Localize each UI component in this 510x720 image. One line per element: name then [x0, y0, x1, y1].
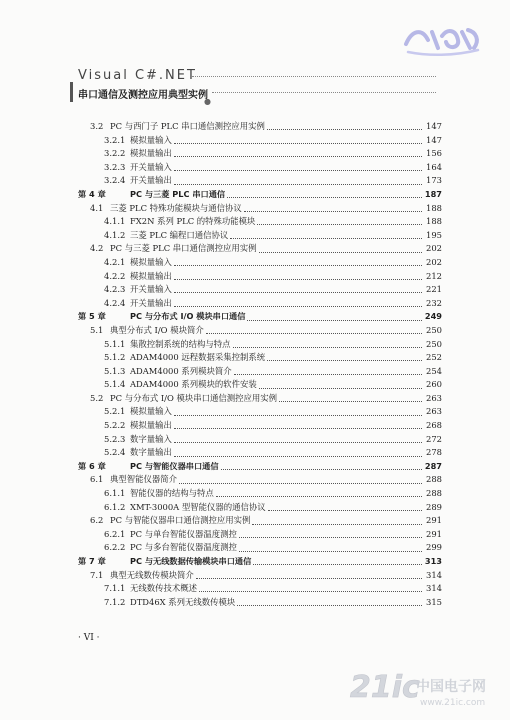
toc-entry[interactable] [78, 270, 442, 284]
series-title-cn: 串口通信及测控应用典型实例 [78, 90, 208, 101]
toc-title: DTD46X 系列无线数传模块 [130, 596, 236, 607]
toc-title: PC 与无线数据传输模块串口通信 [130, 556, 252, 566]
toc-number: 5.2.2 [104, 420, 126, 431]
toc-leader-dots [174, 265, 422, 266]
header-rule-top [192, 76, 436, 77]
toc-entry[interactable] [78, 120, 442, 134]
toc-entry[interactable] [78, 582, 442, 596]
toc-number: 3.2.1 [104, 134, 126, 145]
page-folio: · VI · [78, 633, 100, 643]
toc-leader-dots [174, 415, 422, 416]
toc-entry[interactable] [78, 338, 442, 352]
toc-page-number: 314 [426, 583, 442, 594]
toc-entry[interactable] [78, 297, 442, 311]
watermark-url: www.21ic.com [420, 698, 486, 708]
toc-leader-dots [267, 129, 422, 130]
toc-entry[interactable] [78, 147, 442, 161]
toc-page-number: 291 [426, 515, 442, 526]
toc-leader-dots [221, 469, 422, 470]
toc-number: 4.2.4 [104, 297, 126, 308]
toc-number: 5.2.1 [104, 406, 126, 417]
toc-entry[interactable] [78, 365, 442, 379]
toc-number: 4.2.3 [104, 284, 126, 295]
toc-title: PC 与多台智能仪器温度测控 [130, 542, 237, 553]
toc-number: 第 7 章 [78, 556, 106, 566]
toc-page-number: 287 [424, 460, 442, 471]
toc-leader-dots [268, 510, 422, 511]
toc-number: 4.2 [90, 243, 104, 254]
toc-page-number: 212 [426, 270, 442, 281]
toc-title: 数字量输出 [130, 447, 172, 458]
toc-leader-dots [174, 156, 422, 157]
toc-page-number: 314 [426, 569, 442, 580]
toc-entry[interactable] [78, 229, 442, 243]
toc-entry[interactable] [78, 215, 442, 229]
watermark-cn: 中国电子网 [416, 679, 486, 695]
toc-title: PC 与三菱 PLC 串口通信测控应用实例 [110, 243, 257, 254]
toc-title: 开关量输出 [130, 297, 172, 308]
toc-title: 模拟量输入 [130, 256, 172, 267]
toc-title: 模拟量输出 [130, 270, 172, 281]
toc-page-number: 288 [426, 488, 442, 499]
toc-number: 6.2 [90, 515, 104, 526]
toc-entry[interactable] [78, 528, 442, 542]
toc-page-number: 278 [426, 447, 442, 458]
toc-leader-dots [279, 401, 422, 402]
toc-title: 模拟量输入 [130, 134, 172, 145]
toc-page-number: 195 [426, 229, 442, 240]
toc-entry[interactable] [78, 378, 442, 392]
toc-leader-dots [239, 551, 422, 552]
toc-title: 三菱 PLC 编程口通信协议 [130, 229, 229, 240]
toc-title: PC 与分布式 I/O 模块串口通信 [130, 311, 246, 322]
toc-entry[interactable] [78, 351, 442, 365]
toc-leader-dots [247, 320, 422, 321]
toc-entry[interactable] [78, 283, 442, 297]
toc-title: 集散控制系统的结构与特点 [130, 338, 231, 349]
toc-title: 典型智能仪器简介 [110, 474, 177, 485]
toc-page-number: 299 [426, 542, 442, 553]
toc-title: PC 与智能仪器串口通信测控应用实例 [110, 515, 251, 526]
toc-title: 数字量输入 [130, 433, 172, 444]
toc-entry[interactable] [78, 433, 442, 447]
toc-entry[interactable] [78, 501, 442, 515]
toc-entry[interactable] [78, 569, 442, 583]
table-of-contents [78, 120, 442, 609]
toc-leader-dots [259, 252, 422, 253]
toc-page-number: 188 [426, 216, 442, 227]
toc-title: PC 与智能仪器串口通信 [130, 460, 219, 471]
toc-chapter[interactable] [78, 460, 442, 474]
toc-page-number: 249 [424, 311, 442, 322]
toc-title: FX2N 系列 PLC 的特殊功能模块 [130, 216, 256, 227]
toc-entry[interactable] [78, 514, 442, 528]
toc-number: 4.1 [90, 202, 104, 213]
toc-title: 典型无线数传模块简介 [110, 569, 194, 580]
toc-number: 7.1 [90, 569, 104, 580]
toc-number: 6.1 [90, 474, 104, 485]
toc-leader-dots [174, 442, 422, 443]
watermark-brand: 21ic [350, 670, 420, 705]
toc-chapter[interactable] [78, 555, 442, 569]
toc-leader-dots [234, 374, 422, 375]
toc-page-number: 289 [426, 501, 442, 512]
toc-page-number: 221 [426, 284, 442, 295]
toc-page-number: 250 [426, 324, 442, 335]
toc-entry[interactable] [78, 473, 442, 487]
toc-entry[interactable] [78, 487, 442, 501]
toc-page-number: 232 [426, 297, 442, 308]
toc-page-number: 268 [426, 420, 442, 431]
toc-title: PC 与西门子 PLC 串口通信测控应用实例 [110, 121, 265, 131]
header-bullet: ● [204, 97, 211, 106]
toc-leader-dots [216, 496, 422, 497]
toc-leader-dots [237, 605, 422, 606]
toc-entry[interactable] [78, 541, 442, 555]
toc-chapter[interactable] [78, 310, 442, 324]
toc-leader-dots [174, 170, 422, 171]
toc-title: 模拟量输出 [130, 420, 172, 431]
toc-entry[interactable] [78, 242, 442, 256]
toc-leader-dots [206, 333, 422, 334]
toc-number: 5.1.1 [104, 338, 126, 349]
toc-title: ADAM4000 远程数据采集控制系统 [130, 352, 266, 363]
toc-leader-dots [199, 591, 422, 592]
toc-page-number: 147 [426, 134, 442, 145]
toc-number: 6.2.2 [104, 542, 126, 553]
toc-entry[interactable] [78, 419, 442, 433]
toc-entry[interactable] [78, 392, 442, 406]
toc-number: 6.1.2 [104, 501, 126, 512]
toc-leader-dots [252, 524, 422, 525]
toc-leader-dots [174, 292, 422, 293]
toc-entry[interactable] [78, 134, 442, 148]
toc-number: 3.2.4 [104, 175, 126, 186]
toc-page-number: 202 [426, 256, 442, 267]
toc-number: 4.1.2 [104, 229, 126, 240]
toc-title: 开关量输出 [130, 175, 172, 186]
toc-number: 4.2.1 [104, 256, 126, 267]
toc-number: 4.1.1 [104, 216, 126, 227]
toc-entry[interactable] [78, 596, 442, 610]
toc-title: PC 与单台智能仪器温度测控 [130, 528, 237, 539]
toc-title: ADAM4000 系列模块简介 [130, 365, 232, 376]
toc-number: 6.1.1 [104, 488, 126, 499]
toc-page-number: 254 [426, 365, 442, 376]
toc-entry[interactable] [78, 256, 442, 270]
toc-title: 模拟量输出 [130, 148, 172, 159]
toc-page-number: 288 [426, 474, 442, 485]
toc-leader-dots [233, 347, 423, 348]
toc-leader-dots [174, 428, 422, 429]
toc-entry[interactable] [78, 446, 442, 460]
toc-chapter[interactable] [78, 188, 442, 202]
toc-leader-dots [174, 306, 422, 307]
toc-page-number: 315 [426, 596, 442, 607]
watermark-logo [348, 667, 498, 711]
toc-page-number: 252 [426, 352, 442, 363]
toc-title: PC 与三菱 PLC 串口通信 [130, 188, 226, 199]
toc-title: 模拟量输入 [130, 406, 172, 417]
toc-leader-dots [227, 197, 422, 198]
toc-page-number: 188 [426, 202, 442, 213]
toc-page-number: 260 [426, 379, 442, 390]
toc-number: 5.1 [90, 324, 104, 335]
toc-number: 5.2 [90, 392, 104, 403]
toc-title: 无线数传技术概述 [130, 583, 197, 594]
toc-number: 5.2.4 [104, 447, 126, 458]
toc-page-number: 263 [426, 392, 442, 403]
header-bar [70, 82, 73, 102]
toc-page-number: 313 [424, 556, 442, 566]
toc-leader-dots [196, 578, 422, 579]
toc-page-number: 156 [426, 148, 442, 159]
toc-title: 开关量输入 [130, 161, 172, 172]
toc-page-number: 291 [426, 528, 442, 539]
header-rule-bottom [212, 92, 436, 93]
toc-number: 第 5 章 [78, 311, 106, 322]
toc-number: 7.1.1 [104, 583, 126, 594]
toc-title: PC 与分布式 I/O 模块串口通信测控应用实例 [110, 392, 278, 403]
toc-number: 3.2.3 [104, 161, 126, 172]
toc-entry[interactable] [78, 202, 442, 216]
toc-title: XMT-3000A 型智能仪器的通信协议 [130, 501, 266, 512]
toc-leader-dots [174, 184, 422, 185]
toc-leader-dots [244, 211, 422, 212]
toc-leader-dots [267, 360, 422, 361]
toc-number: 5.1.2 [104, 352, 126, 363]
toc-number: 6.2.1 [104, 528, 126, 539]
toc-leader-dots [174, 143, 422, 144]
toc-title: 三菱 PLC 特殊功能模块与通信协议 [110, 202, 242, 213]
toc-leader-dots [257, 224, 422, 225]
toc-page-number: 187 [424, 188, 442, 199]
toc-number: 5.1.3 [104, 365, 126, 376]
toc-leader-dots [179, 483, 422, 484]
toc-entry[interactable] [78, 174, 442, 188]
corner-stamp [398, 18, 484, 62]
toc-entry[interactable] [78, 324, 442, 338]
toc-leader-dots [253, 564, 422, 565]
toc-leader-dots [230, 238, 422, 239]
toc-number: 3.2 [90, 121, 104, 131]
toc-number: 3.2.2 [104, 148, 126, 159]
toc-page-number: 263 [426, 406, 442, 417]
toc-page-number: 202 [426, 243, 442, 254]
toc-leader-dots [259, 388, 422, 389]
toc-page-number: 164 [426, 161, 442, 172]
toc-title: ADAM4000 系列模块的软件安装 [130, 379, 257, 390]
toc-page-number: 272 [426, 433, 442, 444]
toc-page-number: 147 [426, 121, 442, 131]
toc-number: 第 6 章 [78, 460, 106, 471]
toc-entry[interactable] [78, 161, 442, 175]
toc-leader-dots [174, 279, 422, 280]
toc-number: 5.1.4 [104, 379, 126, 390]
toc-title: 典型分布式 I/O 模块简介 [110, 324, 204, 335]
toc-page-number: 250 [426, 338, 442, 349]
toc-title: 智能仪器的结构与特点 [130, 488, 214, 499]
toc-number: 7.1.2 [104, 596, 126, 607]
toc-page-number: 173 [426, 175, 442, 186]
toc-title: 开关量输入 [130, 284, 172, 295]
toc-entry[interactable] [78, 405, 442, 419]
toc-leader-dots [239, 537, 422, 538]
toc-leader-dots [174, 456, 422, 457]
toc-number: 第 4 章 [78, 188, 106, 199]
series-title-en: Visual C#.NET [78, 68, 197, 83]
toc-number: 4.2.2 [104, 270, 126, 281]
toc-number: 5.2.3 [104, 433, 126, 444]
